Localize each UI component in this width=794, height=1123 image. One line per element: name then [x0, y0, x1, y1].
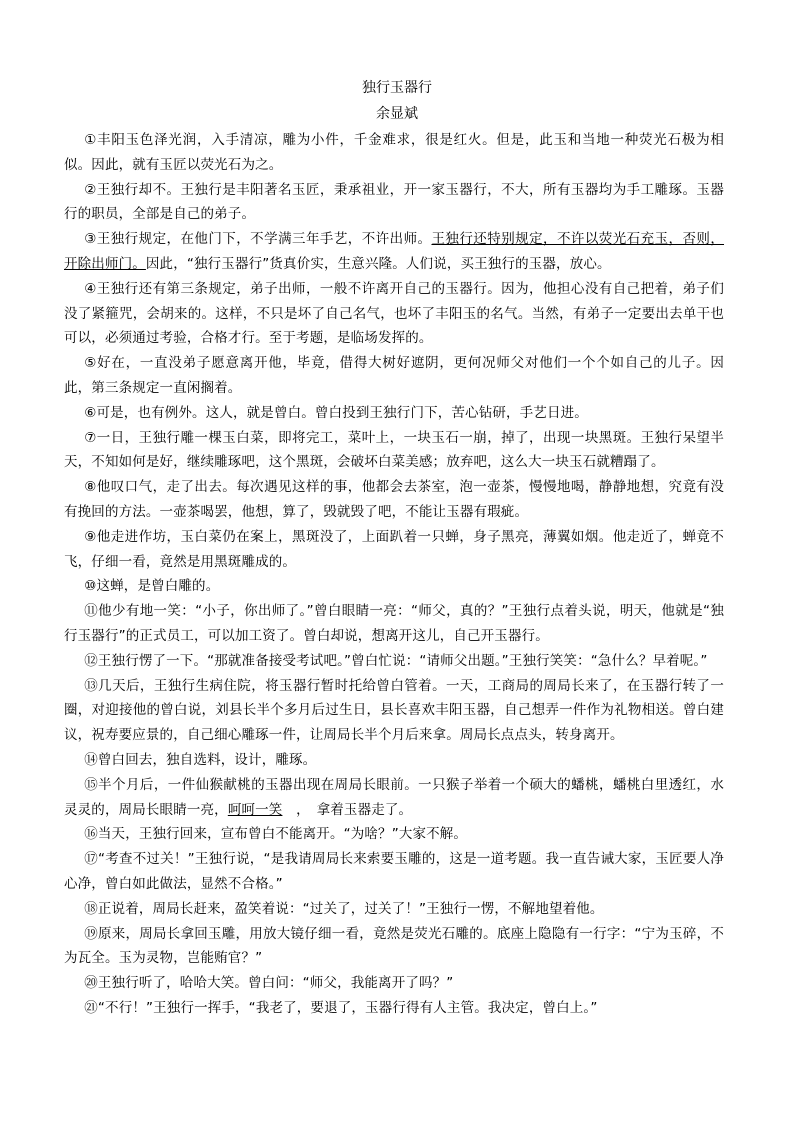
paragraph-5: ⑤好在，一直没弟子愿意离开他，毕竟，借得大树好遮阴，更何况师父对他们一个个如自己的儿子。因此，第三条规定一直闲搁着。: [64, 355, 724, 396]
paragraph-15-start: ⑮半个月后，一件仙猴献桃的玉器出现在周局长眼前。一只猴子举着一个硕大的蟠桃，蟠桃白里透红，水灵灵的，周局长眼睛一亮，: [64, 776, 724, 818]
paragraph-3: [64, 227, 724, 277]
paragraph-16: ⑯当天，王独行回来，宣布曾白不能离开。“为啥？”大家不解。: [84, 826, 468, 843]
paragraph-4: ④王独行还有第三条规定，弟子出师，一般不许离开自己的玉器行。因为，他担心没有自己把着，弟子们没了紧箍咒，会胡来的。这样，不只是坏了自己名气，也坏了丰阳玉的名气。当然，有弟子一定要出去单干也可以，必须通过考验，合格才行。至于考题，是临场发挥的。: [64, 280, 724, 347]
underlined-phrase: 呵呵一笑: [227, 801, 283, 818]
paragraph-2: ②王独行却不。王独行是丰阳著名玉匠，秉承祖业，开一家玉器行，不大，所有玉器均为手工雕琢。玉器行的职员，全部是自己的弟子。: [64, 181, 724, 223]
paragraph-14: ⑭曾白回去，独自选料，设计，雕琢。: [84, 751, 317, 768]
paragraph-6: ⑥可是，也有例外。这人，就是曾白。曾白投到王独行门下，苦心钻研，手艺日进。: [84, 404, 588, 421]
paragraph-1: ①丰阳玉色泽光润，入手清凉，雕为小件，千金难求，很是红火。但是，此玉和当地一种荧光石极为相似。因此，就有玉匠以荧光石为之。: [64, 132, 724, 173]
paragraph-17: ⑰“考查不过关！”王独行说，“是我请周局长来索要玉雕的，这是一道考题。我一直告诫大家，玉匠要人净心净，曾白如此做法，显然不合格。”: [64, 851, 724, 892]
article-author: 余显斌: [376, 106, 418, 122]
paragraph-9: ⑨他走进作坊，玉白菜仍在案上，黑斑没了，上面趴着一只蝉，身子黑亮，薄翼如烟。他走近了，蝉竟不飞，仔细一看，竟然是用黑斑雕成的。: [64, 528, 724, 570]
article-body: [64, 128, 724, 1021]
paragraph-19: ⑲原来，周局长拿回玉雕，用放大镜仔细一看，竟然是荧光石雕的。底座上隐隐有一行字：“宁为玉碎，不为瓦全。玉为灵物，岂能贿官？”: [64, 925, 724, 967]
paragraph-8: ⑧他叹口气，走了出去。每次遇见这样的事，他都会去茶室，泡一壶茶，慢慢地喝，静静地想，究竟有没有挽回的方法。一壶茶喝罢，他想，算了，毁就毁了吧，不能让玉器有瑕疵。: [64, 479, 724, 520]
paragraph-7: ⑦一日，王独行雕一棵玉白菜，即将完工，菜叶上，一块玉石一崩，掉了，出现一块黑斑。王独行呆望半天，不知如何是好，继续雕琢吧，这个黑斑，会破坏白菜美感；放弃吧，这么大一块玉石就糟蹋了。: [64, 429, 724, 471]
paragraph-15-end: ， 拿着玉器走了。: [282, 801, 413, 818]
paragraph-3-start: ③王独行规定，在他门下，不学满三年手艺，不许出师。: [84, 231, 432, 248]
article-title: 独行玉器行: [362, 80, 432, 96]
underlined-sentence: 王独行还特别规定，不许以荧光石充玉，否则，开除出师门。: [64, 231, 725, 272]
paragraph-21: ㉑“不行！”王独行一挥手，“我老了，要退了，玉器行得有人主管。我决定，曾白上。”: [84, 999, 598, 1016]
paragraph-12: ⑫王独行愣了一下。“那就准备接受考试吧。”曾白忙说：“请师父出题。”王独行笑笑：“急什么？早着呢。”: [84, 652, 708, 669]
paragraph-3-end: 因此，“独行玉器行”货真价实，生意兴隆。人们说，买王独行的玉器，放心。: [145, 255, 611, 272]
paragraph-11: ⑪他少有地一笑：“小子，你出师了。”曾白眼睛一亮：“师父，真的？”王独行点着头说，明天，他就是“独行玉器行”的正式员工，可以加工资了。曾白却说，想离开这儿，自己开玉器行。: [64, 603, 724, 644]
paragraph-20: ⑳王独行听了，哈哈大笑。曾白问：“师父，我能离开了吗？”: [84, 975, 454, 992]
paragraph-10: ⑩这蝉，是曾白雕的。: [84, 578, 220, 595]
paragraph-13: ⑬几天后，王独行生病住院，将玉器行暂时托给曾白管着。一天，工商局的周局长来了，在玉器行转了一圈，对迎接他的曾白说，刘县长半个多月后过生日，县长喜欢丰阳玉器，自己想弄一件作为礼物相送。曾白建议，祝寿要应景的，自己细心雕琢一件，让周局长半个月后来拿。周局长点点头，转身离开。: [64, 677, 724, 744]
paragraph-15: [64, 773, 724, 823]
paragraph-18: ⑱正说着，周局长赶来，盈笑着说：“过关了，过关了！”王独行一愣，不解地望着他。: [84, 900, 604, 917]
